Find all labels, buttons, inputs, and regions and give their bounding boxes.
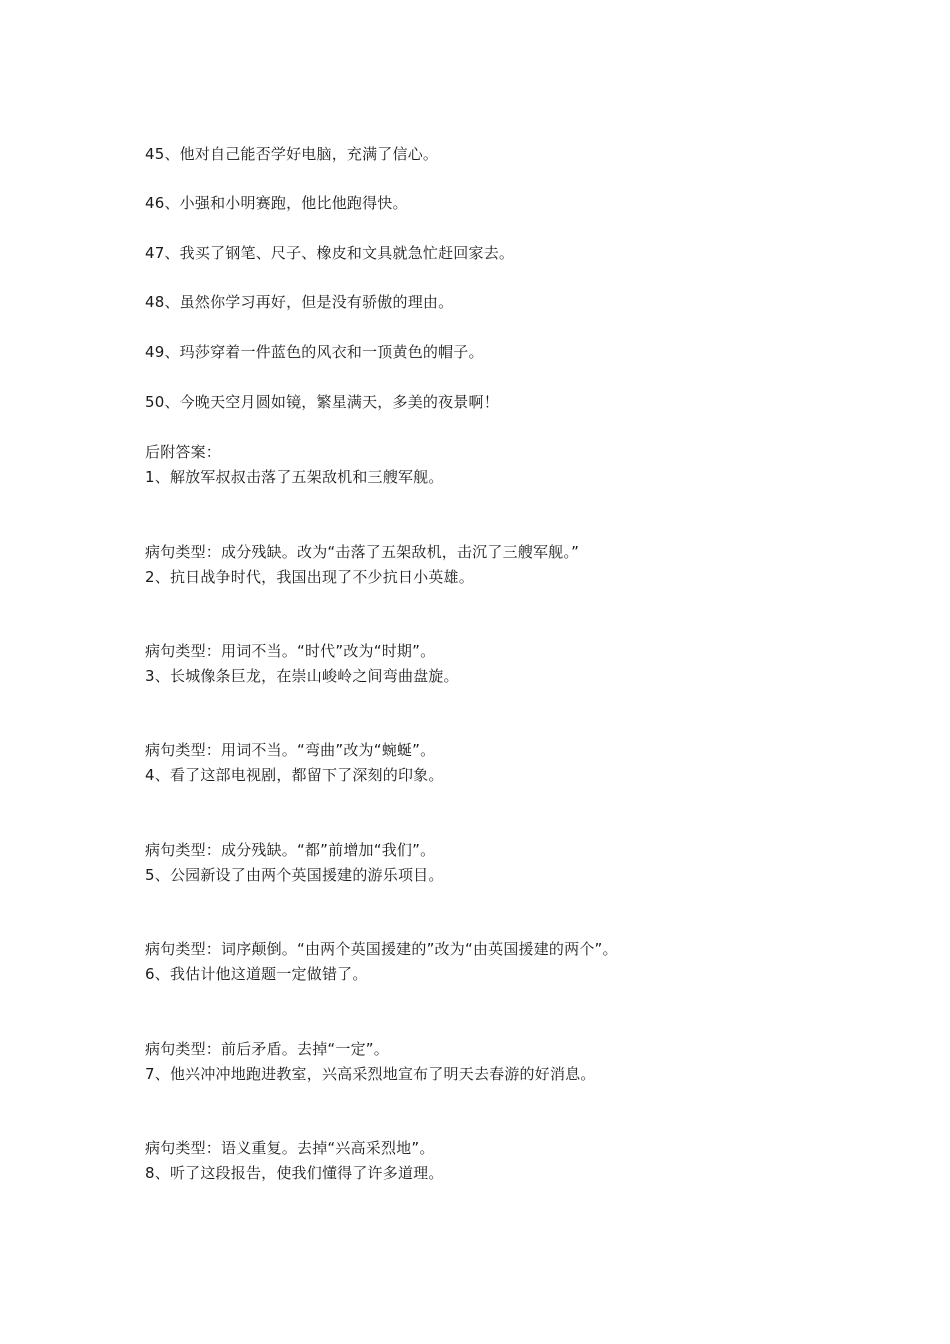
answer-sentence-1: 1、解放军叔叔击落了五架敌机和三艘军舰。 (145, 468, 444, 486)
answer-analysis-7: 病句类型：语义重复。去掉“兴高采烈地”。 (145, 1139, 435, 1157)
answer-analysis-4: 病句类型：成分残缺。“都”前增加“我们”。 (145, 841, 436, 859)
answer-sentence-7: 7、他兴冲冲地跑进教室，兴高采烈地宣布了明天去春游的好消息。 (145, 1065, 596, 1083)
answer-analysis-6: 病句类型：前后矛盾。去掉“一定”。 (145, 1040, 389, 1058)
question-48: 48、虽然你学习再好，但是没有骄傲的理由。 (145, 293, 454, 311)
answer-analysis-5: 病句类型：词序颠倒。“由两个英国援建的”改为“由英国援建的两个”。 (145, 940, 618, 958)
answer-sentence-6: 6、我估计他这道题一定做错了。 (145, 965, 368, 983)
question-50: 50、今晚天空月圆如镜，繁星满天，多美的夜景啊！ (145, 393, 499, 411)
answer-sentence-4: 4、看了这部电视剧，都留下了深刻的印象。 (145, 766, 444, 784)
answer-sentence-2: 2、抗日战争时代，我国出现了不少抗日小英雄。 (145, 568, 474, 586)
answer-analysis-3: 病句类型：用词不当。“弯曲”改为“蜿蜒”。 (145, 741, 436, 759)
question-45: 45、他对自己能否学好电脑，充满了信心。 (145, 145, 439, 163)
question-49: 49、玛莎穿着一件蓝色的风衣和一顶黄色的帽子。 (145, 343, 484, 361)
answer-analysis-1: 病句类型：成分残缺。改为“击落了五架敌机，击沉了三艘军舰。” (145, 543, 580, 561)
answers-heading: 后附答案： (145, 443, 222, 461)
answer-sentence-5: 5、公园新设了由两个英国援建的游乐项目。 (145, 866, 444, 884)
answer-analysis-2: 病句类型：用词不当。“时代”改为“时期”。 (145, 642, 436, 660)
answer-sentence-3: 3、长城像条巨龙，在崇山峻岭之间弯曲盘旋。 (145, 667, 459, 685)
question-46: 46、小强和小明赛跑，他比他跑得快。 (145, 194, 408, 212)
question-47: 47、我买了钢笔、尺子、橡皮和文具就急忙赶回家去。 (145, 244, 515, 262)
answer-sentence-8: 8、听了这段报告，使我们懂得了许多道理。 (145, 1164, 444, 1182)
